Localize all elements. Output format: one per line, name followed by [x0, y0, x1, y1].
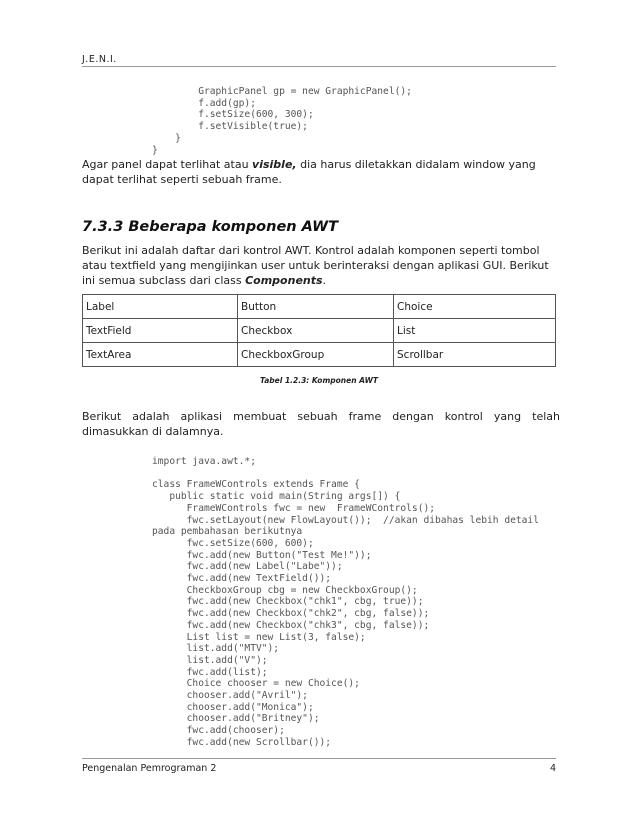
table-cell: Scrollbar: [394, 343, 556, 367]
code-block-frame-controls: import java.awt.*; class FrameWControls extends Frame { public static void main(String args[]) { FrameWControls fwc = new FrameWControls(); fwc.setLayout(new FlowLayout()); //akan dibahas lebih detail pada pembahasan berikutnya fwc.setSize(600, 600); fwc.add(new Button("Test Me!")); fwc.add(new Label("Labe")); fwc.add(new TextField()); CheckboxGroup cbg = new CheckboxGroup(); fwc.add(new Checkbox("chk1", cbg, true)); fwc.add(new Checkbox("chk2", cbg, false)); fwc.add(new Checkbox("chk3", cbg, false)); List list = new List(3, false); list.add("MTV"); list.add("V"); fwc.add(list); Choice chooser = new Choice(); chooser.add("Avril"); chooser.add("Monica"); chooser.add("Britney"); fwc.add(chooser); fwc.add(new Scrollbar());: [152, 456, 539, 748]
table-cell: TextArea: [83, 343, 238, 367]
page-header: J.E.N.I.: [82, 54, 117, 65]
awt-components-table: [82, 294, 556, 367]
table-row: [83, 319, 556, 343]
paragraph-frame-controls: Berikut adalah aplikasi membuat sebuah frame dengan kontrol yang telah dimasukkan di dalamnya.: [82, 410, 560, 438]
table-caption: Tabel 1.2.3: Komponen AWT: [260, 376, 378, 385]
table-row: [83, 295, 556, 319]
table-cell: Label: [83, 295, 238, 319]
code-block-graphic-panel: GraphicPanel gp = new GraphicPanel(); f.add(gp); f.setSize(600, 300); f.setVisible(true); } }: [152, 86, 412, 156]
paragraph-panel-visible: [82, 157, 560, 187]
footer-divider: [82, 758, 556, 759]
table-cell: TextField: [83, 319, 238, 343]
footer-title: Pengenalan Pemrograman 2: [82, 763, 217, 774]
paragraph-text: Agar panel dapat terlihat atau: [82, 158, 253, 171]
paragraph-text: Berikut ini adalah daftar dari kontrol AWT. Kontrol adalah komponen seperti tombol atau textfield yang mengijinkan user untuk berinteraksi dengan aplikasi GUI. Berikut ini semua subclass dari class: [82, 244, 549, 287]
page-number: 4: [549, 763, 556, 774]
paragraph-text: .: [322, 274, 327, 287]
header-divider: [82, 66, 556, 67]
table-row: [83, 343, 556, 367]
table-cell: Checkbox: [238, 319, 394, 343]
table-cell: CheckboxGroup: [238, 343, 394, 367]
emphasis-text: visible,: [252, 158, 297, 171]
table-cell: Choice: [394, 295, 556, 319]
table-cell: List: [394, 319, 556, 343]
emphasis-text: Components: [245, 274, 323, 287]
paragraph-text: dia harus diletakkan didalam window yang dapat terlihat seperti sebuah frame.: [82, 158, 536, 186]
section-heading: 7.3.3 Beberapa komponen AWT: [82, 219, 338, 235]
paragraph-awt-controls: [82, 243, 560, 288]
table-cell: Button: [238, 295, 394, 319]
